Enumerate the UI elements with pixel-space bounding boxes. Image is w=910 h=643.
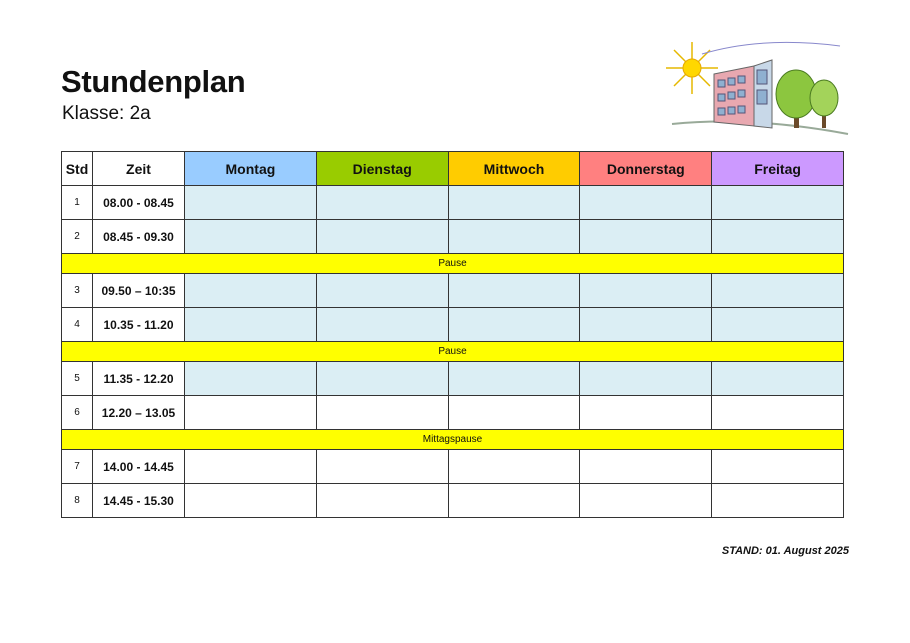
lesson-cell-montag[interactable]	[185, 484, 317, 518]
lesson-time: 14.00 - 14.45	[93, 450, 185, 484]
class-label: Klasse: 2a	[62, 103, 151, 124]
lesson-row	[62, 220, 844, 254]
lesson-cell-freitag[interactable]	[712, 308, 844, 342]
lesson-cell-mittwoch[interactable]	[448, 396, 580, 430]
lesson-cell-mittwoch[interactable]	[448, 362, 580, 396]
lesson-cell-freitag[interactable]	[712, 396, 844, 430]
lesson-number: 4	[62, 308, 93, 342]
lesson-cell-dienstag[interactable]	[316, 396, 448, 430]
lesson-cell-dienstag[interactable]	[316, 484, 448, 518]
lesson-cell-montag[interactable]	[185, 450, 317, 484]
lesson-cell-freitag[interactable]	[712, 450, 844, 484]
stand-date: STAND: 01. August 2025	[721, 545, 849, 557]
lesson-cell-mittwoch[interactable]	[448, 484, 580, 518]
lesson-cell-donnerstag[interactable]	[580, 362, 712, 396]
lesson-time: 10.35 - 11.20	[93, 308, 185, 342]
lesson-time: 11.35 - 12.20	[93, 362, 185, 396]
lesson-cell-montag[interactable]	[185, 308, 317, 342]
lesson-number: 8	[62, 484, 93, 518]
lesson-cell-montag[interactable]	[185, 220, 317, 254]
timetable-header	[62, 152, 844, 186]
column-header-std: Std	[62, 152, 93, 186]
timetable-body	[62, 186, 844, 518]
pause-row	[62, 254, 844, 274]
pause-label: Mittagspause	[62, 430, 844, 450]
lesson-cell-donnerstag[interactable]	[580, 274, 712, 308]
lesson-cell-montag[interactable]	[185, 186, 317, 220]
lesson-cell-mittwoch[interactable]	[448, 186, 580, 220]
lesson-cell-dienstag[interactable]	[316, 308, 448, 342]
lesson-time: 09.50 – 10:35	[93, 274, 185, 308]
lesson-row	[62, 274, 844, 308]
lesson-number: 6	[62, 396, 93, 430]
lesson-cell-donnerstag[interactable]	[580, 308, 712, 342]
timetable	[61, 151, 844, 518]
lesson-cell-montag[interactable]	[185, 396, 317, 430]
lesson-cell-mittwoch[interactable]	[448, 308, 580, 342]
column-header-zeit: Zeit	[93, 152, 185, 186]
lesson-row	[62, 450, 844, 484]
lesson-time: 14.45 - 15.30	[93, 484, 185, 518]
school-building-icon	[662, 36, 850, 140]
lesson-cell-freitag[interactable]	[712, 484, 844, 518]
lesson-cell-donnerstag[interactable]	[580, 450, 712, 484]
lesson-cell-dienstag[interactable]	[316, 274, 448, 308]
lesson-cell-donnerstag[interactable]	[580, 186, 712, 220]
lesson-cell-freitag[interactable]	[712, 186, 844, 220]
lesson-cell-dienstag[interactable]	[316, 362, 448, 396]
lesson-number: 7	[62, 450, 93, 484]
lesson-row	[62, 396, 844, 430]
lesson-time: 12.20 – 13.05	[93, 396, 185, 430]
pause-row	[62, 430, 844, 450]
column-header-donnerstag: Donnerstag	[580, 152, 712, 186]
lesson-row	[62, 186, 844, 220]
column-header-montag: Montag	[185, 152, 317, 186]
lesson-cell-freitag[interactable]	[712, 362, 844, 396]
lesson-row	[62, 484, 844, 518]
lesson-row	[62, 308, 844, 342]
column-header-freitag: Freitag	[712, 152, 844, 186]
lesson-time: 08.00 - 08.45	[93, 186, 185, 220]
lesson-cell-dienstag[interactable]	[316, 220, 448, 254]
lesson-cell-mittwoch[interactable]	[448, 274, 580, 308]
lesson-cell-montag[interactable]	[185, 362, 317, 396]
lesson-number: 3	[62, 274, 93, 308]
lesson-cell-donnerstag[interactable]	[580, 484, 712, 518]
lesson-time: 08.45 - 09.30	[93, 220, 185, 254]
lesson-cell-donnerstag[interactable]	[580, 396, 712, 430]
page-title: Stundenplan	[61, 64, 246, 99]
lesson-cell-mittwoch[interactable]	[448, 450, 580, 484]
pause-label: Pause	[62, 254, 844, 274]
column-header-mittwoch: Mittwoch	[448, 152, 580, 186]
school-logo	[662, 36, 850, 140]
lesson-cell-freitag[interactable]	[712, 220, 844, 254]
lesson-cell-donnerstag[interactable]	[580, 220, 712, 254]
pause-row	[62, 342, 844, 362]
lesson-number: 1	[62, 186, 93, 220]
lesson-cell-dienstag[interactable]	[316, 450, 448, 484]
pause-label: Pause	[62, 342, 844, 362]
lesson-row	[62, 362, 844, 396]
lesson-cell-montag[interactable]	[185, 274, 317, 308]
lesson-cell-freitag[interactable]	[712, 274, 844, 308]
lesson-number: 5	[62, 362, 93, 396]
lesson-cell-dienstag[interactable]	[316, 186, 448, 220]
column-header-dienstag: Dienstag	[316, 152, 448, 186]
lesson-cell-mittwoch[interactable]	[448, 220, 580, 254]
lesson-number: 2	[62, 220, 93, 254]
